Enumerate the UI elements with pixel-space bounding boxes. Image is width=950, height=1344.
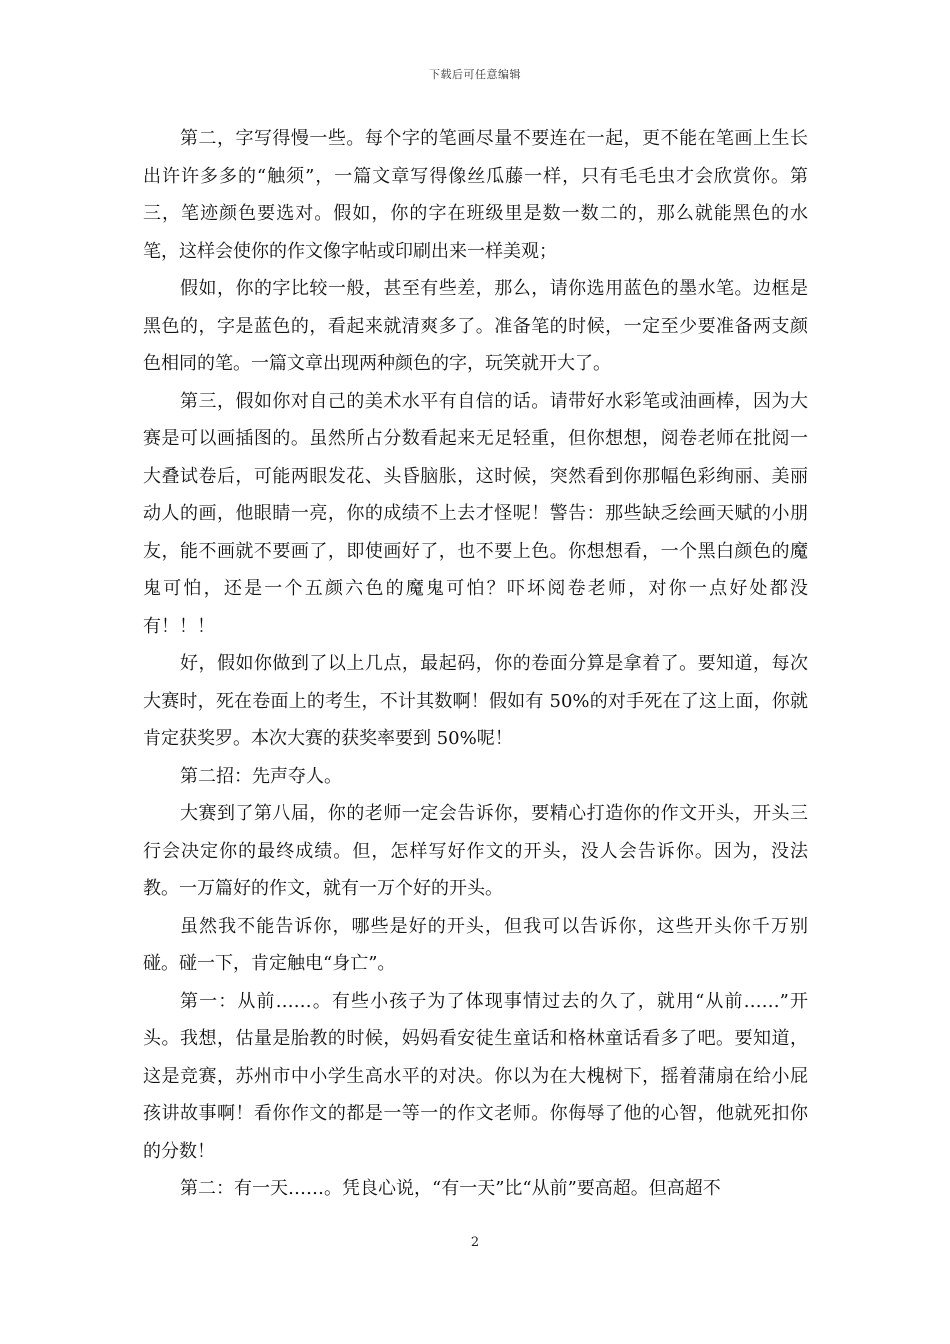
paragraph: 虽然我不能告诉你，哪些是好的开头，但我可以告诉你，这些开头你千万别碰。碰一下，肯定触电“身亡”。 bbox=[143, 915, 808, 974]
document-body bbox=[143, 120, 808, 1208]
paragraph: 假如，你的字比较一般，甚至有些差，那么，请你选用蓝色的墨水笔。边框是黑色的，字是蓝色的，看起来就清爽多了。准备笔的时候，一定至少要准备两支颜色相同的笔。一篇文章出现两种颜色的字，玩笑就开大了。 bbox=[143, 278, 808, 374]
paragraph: 第一：从前……。有些小孩子为了体现事情过去的久了，就用“从前……”开头。我想，估量是胎教的时候，妈妈看安徒生童话和格林童话看多了吧。要知道，这是竞赛，苏州市中小学生高水平的对决。你以为在大槐树下，摇着蒲扇在给小屁孩讲故事啊！看你作文的都是一等一的作文老师。你侮辱了他的心智，他就死扣你的分数！ bbox=[143, 990, 808, 1162]
paragraph: 好，假如你做到了以上几点，最起码，你的卷面分算是拿着了。要知道，每次大赛时，死在卷面上的考生，不计其数啊！假如有 50%的对手死在了这上面，你就肯定获奖罗。本次大赛的获奖率要到 50%呢！ bbox=[143, 653, 808, 749]
paragraph: 第三，假如你对自己的美术水平有自信的话。请带好水彩笔或油画棒，因为大赛是可以画插图的。虽然所占分数看起来无足轻重，但你想想，阅卷老师在批阅一大叠试卷后，可能两眼发花、头昏脑胀，这时候，突然看到你那幅色彩绚丽、美丽动人的画，他眼睛一亮，你的成绩不上去才怪呢！警告：那些缺乏绘画天赋的小朋友，能不画就不要画了，即使画好了，也不要上色。你想想看，一个黑白颜色的魔鬼可怕，还是一个五颜六色的魔鬼可怕？吓坏阅卷老师，对你一点好处都没有！！！ bbox=[143, 390, 808, 637]
paragraph: 大赛到了第八届，你的老师一定会告诉你，要精心打造你的作文开头，开头三行会决定你的最终成绩。但，怎样写好作文的开头，没人会告诉你。因为，没法教。一万篇好的作文，就有一万个好的开头。 bbox=[143, 803, 808, 899]
paragraph: 第二：有一天……。凭良心说，“有一天”比“从前”要高超。但高超不 bbox=[180, 1178, 721, 1199]
section-heading: 第二招：先声夺人。 bbox=[180, 765, 342, 787]
page-header: 下载后可任意编辑 bbox=[429, 68, 521, 81]
paragraph: 第二，字写得慢一些。每个字的笔画尽量不要连在一起，更不能在笔画上生长出许许多多的“触须”，一篇文章写得像丝瓜藤一样，只有毛毛虫才会欣赏你。第三，笔迹颜色要选对。假如，你的字在班级里是数一数二的，那么就能黑色的水笔，这样会使你的作文像字帖或印刷出来一样美观； bbox=[143, 128, 808, 262]
page-number: 2 bbox=[470, 1235, 480, 1250]
